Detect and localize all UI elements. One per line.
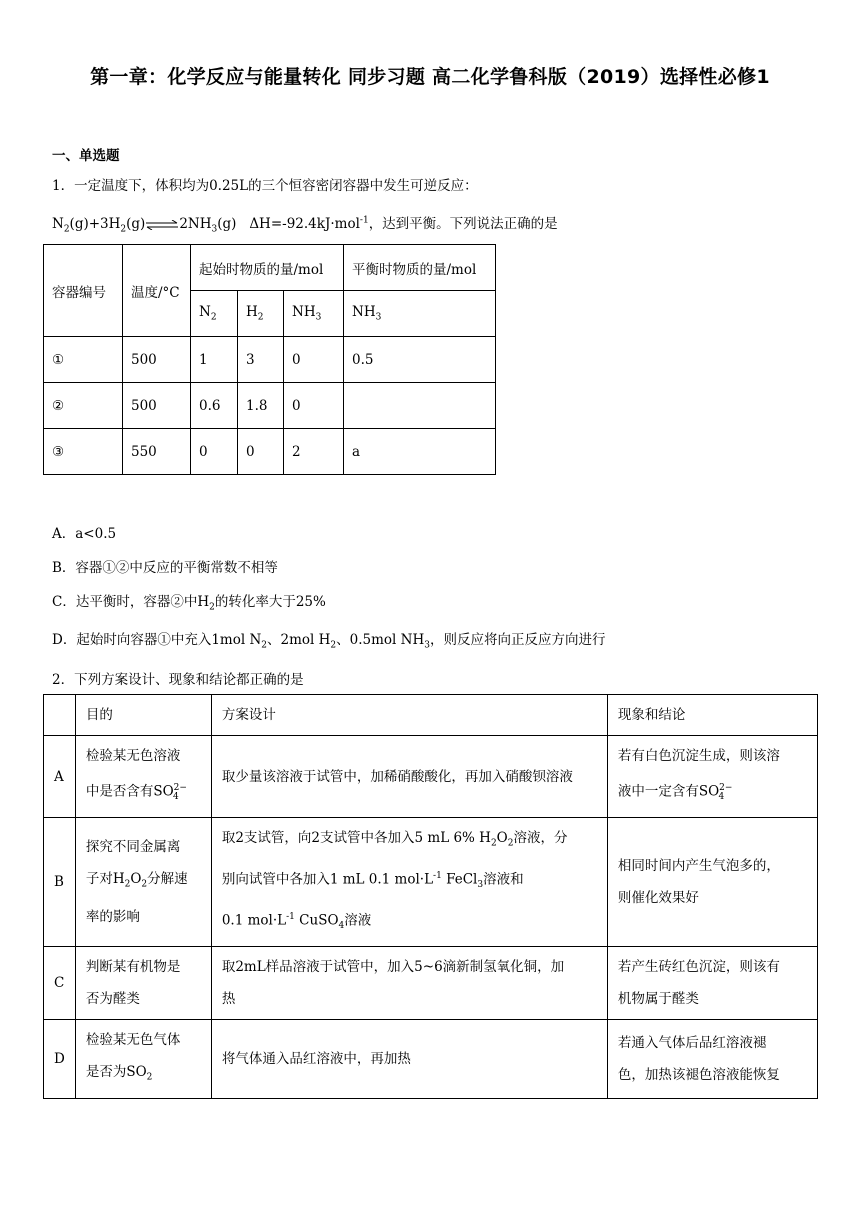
cell-sup: -1 <box>433 870 442 881</box>
cell-text: 探究不同金属离 <box>85 839 181 856</box>
result-cell <box>607 947 817 1020</box>
table-cell: 500 <box>123 383 191 429</box>
goal-cell <box>75 736 211 818</box>
cell-text: N <box>199 304 211 321</box>
cell-text: 检验某无色溶液 <box>85 748 181 764</box>
design-cell: 取少量该溶液于试管中，加稀硝酸酸化，再加入硝酸钡溶液 <box>211 736 607 818</box>
header-nh3 <box>284 291 344 337</box>
table-cell: 2 <box>284 429 344 475</box>
cell-text: 率的影响 <box>85 909 140 926</box>
eq-sub: 2 <box>120 224 127 235</box>
option-sub: 2 <box>261 640 267 651</box>
header-equilibrium-amount: 平衡时物质的量/mol <box>344 245 496 291</box>
option-text: 的转化率大于25% <box>214 594 326 610</box>
table-header-row <box>44 695 818 736</box>
table-cell: 0.6 <box>191 383 238 429</box>
table-row <box>44 818 818 947</box>
cell-sub: 2 <box>124 880 131 891</box>
cell-text: 判断某有机物是 <box>85 959 181 976</box>
table-cell: 0 <box>284 383 344 429</box>
cell-sub: 2 <box>490 838 497 849</box>
eq-sup: -1 <box>359 215 369 226</box>
table-cell: a <box>344 429 496 475</box>
table-cell: 0 <box>284 337 344 383</box>
option-c <box>52 590 326 613</box>
cell-text: 取2mL样品溶液于试管中，加入5~6滴新制氢氧化铜，加 <box>221 959 565 976</box>
option-sub: 2 <box>209 602 215 613</box>
cell-text: 若产生砖红色沉淀，则该有 <box>617 959 780 976</box>
cell-sub: 3 <box>375 312 382 323</box>
cell-text: 溶液 <box>344 912 372 929</box>
table-row <box>44 383 496 429</box>
question-2-table <box>43 694 818 1099</box>
cell-text: 则催化效果好 <box>617 890 699 907</box>
cell-text: 子对H <box>85 871 125 888</box>
eq-text: (g) <box>126 216 146 232</box>
row-label: A <box>44 736 76 818</box>
cell-text: 别向试管中各加入1 mL 0.1 mol·L <box>221 871 434 888</box>
row-label: D <box>44 1020 76 1099</box>
option-sub: 3 <box>424 640 430 651</box>
cell-text: 分解速 <box>147 871 188 888</box>
table-cell: 500 <box>123 337 191 383</box>
cell-text: 检验某无色气体 <box>85 1032 181 1049</box>
cell-sup: -1 <box>286 912 295 923</box>
table-cell <box>344 383 496 429</box>
eq-text: (g) <box>217 216 237 232</box>
cell-sub: 4 <box>718 792 725 803</box>
cell-text: NH <box>352 304 376 321</box>
result-cell <box>607 736 817 818</box>
cell-text: CuSO <box>294 912 339 929</box>
cell-sub: 2 <box>146 1072 153 1083</box>
cell-sup: 2− <box>173 783 187 793</box>
goal-cell <box>75 1020 211 1099</box>
cell-text: FeCl <box>441 871 478 888</box>
option-b: B．容器①②中反应的平衡常数不相等 <box>52 560 278 576</box>
cell-sub: 2 <box>507 838 514 849</box>
eq-sub: 2 <box>63 224 70 235</box>
header-design: 方案设计 <box>211 695 607 736</box>
equilibrium-arrow-icon <box>145 220 179 230</box>
cell-text: 若有白色沉淀生成，则该溶 <box>617 748 780 764</box>
cell-text: 中是否含有SO <box>85 783 174 800</box>
cell-text: H <box>246 304 258 321</box>
question-1-equation <box>52 212 558 235</box>
cell-text: 溶液和 <box>483 871 524 888</box>
eq-sub: 3 <box>211 224 218 235</box>
table-row <box>44 736 818 818</box>
option-text: ，则反应将向正反应方向进行 <box>429 632 606 648</box>
cell-text: 取2支试管，向2支试管中各加入5 mL 6% H <box>221 830 491 847</box>
option-sub: 2 <box>330 640 337 651</box>
cell-text: 机物属于醛类 <box>617 991 699 1008</box>
cell-text: O <box>496 830 508 847</box>
header-n2 <box>191 291 238 337</box>
section-heading: 一、单选题 <box>52 148 120 164</box>
option-text: 、0.5mol NH <box>336 632 425 648</box>
eq-text: (g)+3H <box>69 216 121 232</box>
cell-text: 是否为SO <box>85 1064 147 1081</box>
row-label: B <box>44 818 76 947</box>
row-label: C <box>44 947 76 1020</box>
design-cell <box>211 818 607 947</box>
table-cell: 0 <box>238 429 284 475</box>
table-cell: 3 <box>238 337 284 383</box>
question-1-stem: 1．一定温度下，体积均为0.25L的三个恒容密闭容器中发生可逆反应： <box>52 178 478 194</box>
header-h2 <box>238 291 284 337</box>
result-cell <box>607 818 817 947</box>
cell-sub: 3 <box>477 880 484 891</box>
eq-text: 2NH <box>179 216 212 232</box>
cell-sup: 2− <box>719 783 733 793</box>
table-cell: 0 <box>191 429 238 475</box>
page-title: 第一章：化学反应与能量转化 同步习题 高二化学鲁科版（2019）选择性必修1 <box>90 66 770 88</box>
header-label <box>44 695 76 736</box>
option-text: D．起始时向容器①中充入1mol N <box>52 632 262 648</box>
eq-text: N <box>52 216 64 232</box>
eq-text: ，达到平衡。下列说法正确的是 <box>368 216 558 232</box>
cell-sub: 3 <box>315 312 322 323</box>
cell-sub: 2 <box>257 312 264 323</box>
design-cell: 将气体通入品红溶液中，再加热 <box>211 1020 607 1099</box>
header-temperature: 温度/°C <box>123 245 191 337</box>
cell-text: 色，加热该褪色溶液能恢复 <box>617 1067 780 1084</box>
header-goal: 目的 <box>75 695 211 736</box>
table-row <box>44 1020 818 1099</box>
option-a: A．a<0.5 <box>52 526 117 542</box>
question-2-stem: 2．下列方案设计、现象和结论都正确的是 <box>52 672 304 688</box>
table-row <box>44 947 818 1020</box>
goal-cell <box>75 947 211 1020</box>
cell-text: 否为醛类 <box>85 991 140 1008</box>
cell-text: 若通入气体后品红溶液褪 <box>617 1035 767 1052</box>
cell-text: 热 <box>221 991 236 1008</box>
result-cell <box>607 1020 817 1099</box>
table-cell: ① <box>44 337 123 383</box>
table-row <box>44 337 496 383</box>
option-d <box>52 628 605 651</box>
table-row <box>44 429 496 475</box>
table-cell: ② <box>44 383 123 429</box>
question-1-table <box>43 244 496 475</box>
cell-text: NH <box>292 304 316 321</box>
option-text: C．达平衡时，容器②中H <box>52 594 210 610</box>
option-text: 、2mol H <box>267 632 331 648</box>
goal-cell <box>75 818 211 947</box>
cell-text: 液中一定含有SO <box>617 783 720 800</box>
header-container-id: 容器编号 <box>44 245 123 337</box>
table-cell: ③ <box>44 429 123 475</box>
header-initial-amount: 起始时物质的量/mol <box>191 245 344 291</box>
header-result: 现象和结论 <box>607 695 817 736</box>
cell-sub: 2 <box>141 880 148 891</box>
cell-sub: 2 <box>210 312 217 323</box>
header-nh3-eq <box>344 291 496 337</box>
design-cell <box>211 947 607 1020</box>
table-cell: 1.8 <box>238 383 284 429</box>
cell-text: 相同时间内产生气泡多的， <box>617 858 780 875</box>
cell-sub: 4 <box>172 792 179 803</box>
cell-text: 0.1 mol·L <box>221 912 287 929</box>
cell-sub: 4 <box>338 921 345 932</box>
table-cell: 550 <box>123 429 191 475</box>
eq-text: ΔH=-92.4kJ·mol <box>249 216 360 232</box>
table-cell: 0.5 <box>344 337 496 383</box>
cell-text: 溶液，分 <box>513 830 568 847</box>
table-cell: 1 <box>191 337 238 383</box>
cell-text: O <box>130 871 142 888</box>
